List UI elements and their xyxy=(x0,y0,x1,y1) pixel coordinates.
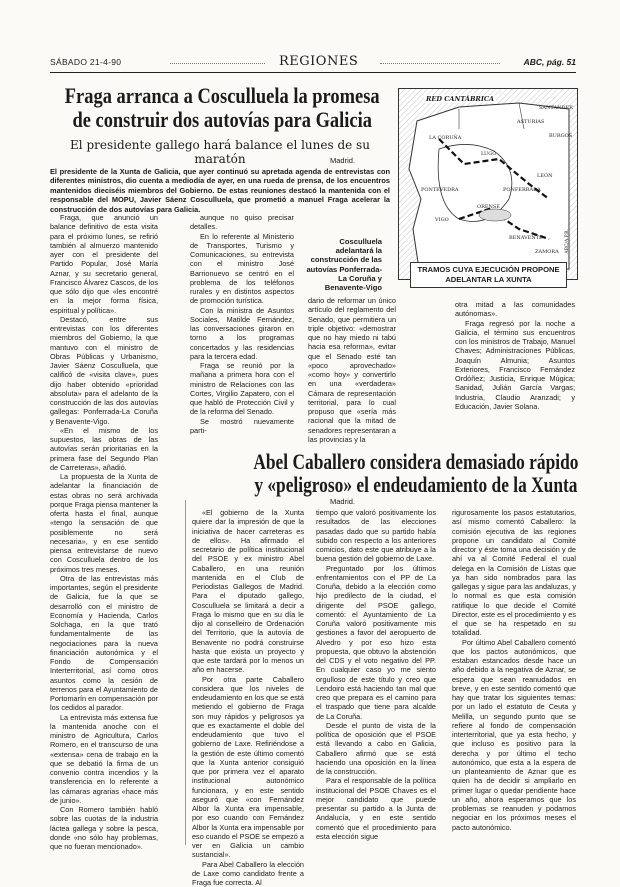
map-label-orense: ORENSE xyxy=(477,204,500,210)
issue-date: SÁBADO 21-4-90 xyxy=(50,57,121,67)
page-number-text: ABC, pág. 51 xyxy=(524,57,576,67)
article1-column-3 xyxy=(308,296,396,444)
map-label-pontevedra: PONTEVEDRA xyxy=(421,187,458,193)
article2-paragraph: Para el responsable de la política institucional del PSOE Chaves es el mejor candidato que puede presentar su partido a la Junta de Andalucía, y en este sentido comentó que el procedimiento para esta elección sigue xyxy=(316,776,436,841)
section-title: REGIONES xyxy=(279,54,358,69)
map-label-coruna: LA CORUÑA xyxy=(429,135,461,141)
article1-paragraph: Otra de las entrevistas más importantes, según el presidente de Galicia, fue la que se desarrolló con el ministro de Economía y Hacienda, Carlos Solchaga, en la que trató fundamentalmente de las negociaciones para la nueva financiación autonómica y el Fondo de Compensación Interterritorial, así como otros asuntos como la cesión de terrenos para el Ayuntamiento de Portomarín en compensación por los cedidos al parador. xyxy=(50,574,158,713)
article1-pull-quote: Cosculluela adelantará la construcción de las autovías Ponferrada-La Coruña y Benavente-Vigo xyxy=(300,237,382,292)
map-caption: TRAMOS CUYA EJECUCIÓN PROPONE ADELANTAR LA XUNTA xyxy=(410,262,567,288)
article2-column-1 xyxy=(192,508,304,845)
article1-paragraph: La propuesta de la Xunta de adelantar la financiación de estas obras no será archivada porque Fraga piensa mantener la oferta hasta el final, aunque «tengo la sensación de que posiblemente no será necesaria», y en ese sentido piensa entrevistarse de nuevo con Cosculluela dentro de los próximos tres meses. xyxy=(50,472,158,574)
article1-paragraph: Se mostró nuevamente parti- xyxy=(190,417,294,436)
article2-column-2 xyxy=(316,508,436,841)
map-label-zamora: ZAMORA xyxy=(535,249,559,255)
map-label-lugo: LUGO xyxy=(481,151,496,157)
article1-paragraph: aunque no quiso precisar detalles. xyxy=(190,213,294,232)
article1-paragraph: En lo referente al Ministerio de Transportes, Turismo y Comunicaciones, su entrevista con el ministro José Barrionuevo se centró en el problema de los teléfonos rurales y en distintos aspectos de promoción turística. xyxy=(190,232,294,306)
article1-paragraph: Fraga se reunió por la mañana a primera hora con el ministro de Relaciones con las Cortes, Virgilio Zapatero, con el que habló de Protección Civil y de la reforma del Senado. xyxy=(190,361,294,417)
article1-column-1 xyxy=(50,213,158,845)
article2-paragraph: Para Abel Caballero la elección de Laxe como candidato frente a Fraga fue correcta. Al xyxy=(192,860,304,887)
article2-headline-line2: y «peligroso» el endeudamiento de la Xunta xyxy=(250,473,582,496)
article1-paragraph: Con Romero también habló sobre las cuotas de la industria láctea gallega y sobre la pesca, donde «no sólo hay problemas, que no fueran mencionado». xyxy=(50,805,158,851)
header-divider-left xyxy=(170,63,265,64)
article1-paragraph: La entrevista más extensa fue la mantenida anoche con el ministro de Agricultura, Carlos Romero, en el transcurso de una «extensa» cena de trabajo en la que se debatió la firma de un convenio contra incendios y la transferencia en lo referente a las cámaras agrarias «hace más de junio». xyxy=(50,713,158,806)
article1-column-4 xyxy=(455,300,575,411)
article1-subhead: El presidente gallego hará balance el lunes de su maratón xyxy=(50,138,390,166)
article2-paragraph: rigurosamente los pasos estatutarios, así mismo comentó Caballero: la comisión ejecutiva de las regiones propone un candidato al Comité director y éste toma una decisión y de ahí va al Comité Federal el cual delega en la Comisión de Listas que ya han sido nombrados para las gallegas y sigue para las andaluzas, y lo normal es que esta comisión ratifique lo que decide el Comité Director, este es el procedimiento y es el que se ha respetado en su totalidad. xyxy=(452,508,576,638)
map-label-leon: LEÓN xyxy=(537,173,552,179)
map-label-burgos: BURGOS xyxy=(549,133,572,139)
map-credit: ABC/A.P.R. xyxy=(565,229,570,254)
article2-headline xyxy=(250,450,582,496)
article2-paragraph: Por último Abel Caballero comentó que los pactos autonómicos, que estaban estancados desde hace un año debido a la negativa de Aznar, se espera que sean reanudados en breve, y en este sentido comentó que hay que tratar los siguientes temas: por un lado el estatuto de Ceuta y Melilla, un segundo punto que se refiere al fondo de compensación interterritorial, que ya esta hecho, y que incluso es positivo para la derecha y por último el techo autonómico, que esta a la espera de un planteamiento de Aznar que es quien ha de decidir si ampliarlo en primer lugar o quedar pendiente hace un año, ahora esperamos que los problemas se reanuden y podamos negociar en los próximos meses el pacto autonómico. xyxy=(452,638,576,832)
article1-paragraph: Fraga, que anunció un balance definitivo de esta visita para el próximo lunes, se refirió también al almuerzo mantenido ayer con el presidente del Partido Popular, José María Aznar, y su secretario general, Francisco Álvarez Cascos, de los que sólo dijo que «les encontré en la mejor forma física, espiritual y política». xyxy=(50,213,158,315)
article1-paragraph: Fraga regresó por la noche a Galicia, el término sus encuentros con los ministros de Trabajo, Manuel Chaves; Administraciones Públicas, Joaquín Almunia; Asuntos Exteriores, Francisco Fernández Ordóñez; Justicia, Enrique Múgica; Sanidad, Julián García Vargas; Industria, Claudio Aranzadi; y Educación, Javier Solana. xyxy=(455,319,575,412)
article1-paragraph: otra mitad a las comunidades autónomas». xyxy=(455,300,575,319)
article1-dateline: Madrid. xyxy=(330,156,355,165)
article1-paragraph: Destacó, entre sus entrevistas con los diferentes miembros del Gobierno, la que mantuvo con el ministro de Obras Públicas y Urbanismo, Javier Sáenz Cosculluela, que calificó de «visita clave», pues dijo haber obtenido «prioridad absoluta» para el adelanto de la construcción de las dos autovías gallegas: Ponferrada-La Coruña y Benavente-Vigo. xyxy=(50,315,158,426)
map-label-asturias: ASTURIAS xyxy=(517,119,544,125)
header-divider-right xyxy=(380,63,500,64)
article2-paragraph: «El gobierno de la Xunta quiere dar la impresión de que la iniciativa de hacer carreteras es de ellos». Ha afirmado el secretario de política institucional del PSOE y ex ministro Abel Caballero, en una reunión mantenida en el Club de Periodistas Gallegos de Madrid. Para el diputado gallego, Cosculluela se limitará a decir a Fraga lo mismo que en su día le dijo al conselleiro de Ordenación del Territorio, que la autovía de Benavente no podrá construirse hasta que exista un proyecto y que este tardará por lo menos un año en hacerse. xyxy=(192,508,304,675)
article2-headline-line1: Abel Caballero considera demasiado rápido xyxy=(250,450,582,473)
article2-dateline: Madrid. xyxy=(330,497,355,506)
map-label-vigo: VIGO xyxy=(435,217,449,223)
article2-paragraph: Desde el punto de vista de la política de oposición que el PSOE está llevando a cabo en Galicia, Caballero afirmó que se está haciendo una oposición en la línea de la construcción. xyxy=(316,721,436,777)
article2-paragraph: Preguntado por los últimos enfrentamientos con el PP de La Coruña, debido a la elección como hijo predilecto de la ciudad, el dirigente del PSOE gallego, comentó: el Ayuntamiento de La Coruña valoró positivamente mis gestiones a favor del aeropuerto de Alvedro y por eso hizo esta propuesta, que obtuvo la abstención del CDS y el voto negativo del PP. En cualquier caso yo me siento orgulloso de este título y creo que Lendoiro está haciendo tan mal que creo que prepara es el camino para el traspado que tiene para alcalde de La Coruña. xyxy=(316,564,436,721)
article1-lead: El presidente de la Xunta de Galicia, que ayer continuó su apretada agenda de entrevistas con diferentes ministros, dio cuenta a mediodía de ayer, en una rueda de prensa, de los encuentros mantenidos dieciséis miembros del Gobierno. De estas reuniones destacó la mantenida con el responsable del MOPU, Javier Sáenz Cosculluela, que prometió a manuel Fraga acelerar la construcción de dos autovías para Galicia. xyxy=(50,167,390,214)
page-number xyxy=(524,57,576,67)
column-rule xyxy=(185,500,186,845)
article1-headline-line2: de construir dos autovías para Galicia xyxy=(50,108,394,132)
article1-column-2 xyxy=(190,213,294,435)
article2-column-3 xyxy=(452,508,576,832)
article1-headline xyxy=(50,84,394,132)
map-label-ponferrada: PONFERRADA xyxy=(503,187,541,193)
map-label-benavente: BENAVENTE xyxy=(509,235,543,241)
article1-paragraph: dario de reformar un único artículo del reglamento del Senado, que permitiera un triple objetivo: «demostrar que no hay miedo ni tabú hacia esa reforma», evitar que el Senado esté tan «poco aprovechado» «como hoy» y convertirlo en una «verdadera» Cámara de representación territorial, para lo cual propuso que «sería más racional que la mitad de senadores representaran a las provincias y la xyxy=(308,296,396,444)
article2-paragraph: Por otra parte Caballero considera que los niveles de endeudamiento en los que se está metiendo el gobierno de Fraga son muy rápidos y peligrosos ya que es exactamente el doble del endeudamiento que tuvo el gobierno de Laxe. Refiriéndose a la gestión de este último comentó que la Xunta anterior consiguió que por primera vez el aparato institucional autonómico funcionara, y en este sentido aseguró que «con Fernández Albor la Xunta era impensable, por eso cuando con Fernández Albor la Xunta era impensable por eso cuando el PSOE se empezó a ver en Galicia un cambio sustancial». xyxy=(192,675,304,860)
roads-map xyxy=(398,88,578,280)
map-title: RED CANTÁBRICA xyxy=(424,95,496,103)
article2-paragraph: tiempo que valoró positivamente los resultados de las elecciones pasadas dado que su partido había subido con respecto a los anteriores comicios, dato este que atribuye a la buena gestión del gobierno de Laxe. xyxy=(316,508,436,564)
page-header xyxy=(50,54,576,73)
article1-paragraph: «En el mismo de los supuestos, las obras de las autovías serán prioritarias en la primera fase del Segundo Plan de Carreteras», añadió. xyxy=(50,426,158,472)
article1-paragraph: Con la ministra de Asuntos Sociales, Matilde Fernández, las conversaciones giraron en torno a los programas concertados y las residencias para la tercera edad. xyxy=(190,306,294,362)
article1-headline-line1: Fraga arranca a Cosculluela la promesa xyxy=(50,84,394,108)
map-label-santander: SANTANDER xyxy=(539,105,573,111)
